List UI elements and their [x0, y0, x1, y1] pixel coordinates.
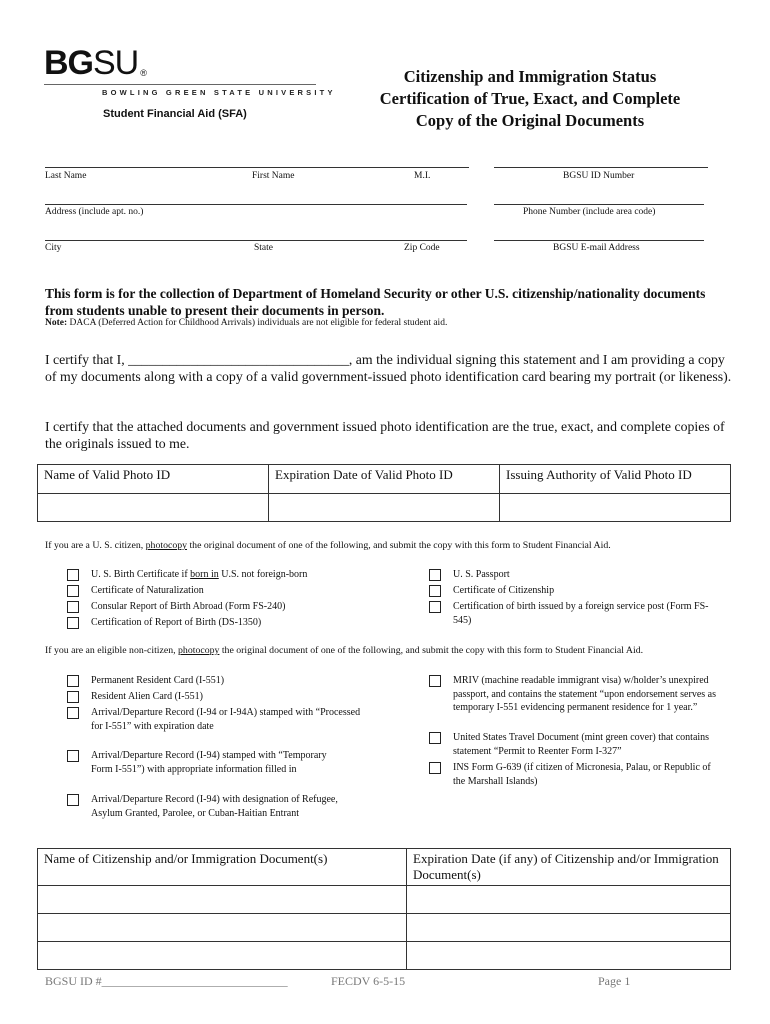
- document-name-cell[interactable]: [38, 886, 407, 914]
- checkbox-resident-alien-card[interactable]: [67, 691, 79, 703]
- citizen-option-consular-report: Consular Report of Birth Abroad (Form FS-240): [91, 601, 286, 612]
- citizen-option-foreign-service-birth: Certification of birth issued by a foreign service post (Form FS-545): [453, 601, 709, 626]
- checkbox-permanent-resident-card[interactable]: [67, 675, 79, 687]
- phone-label: Phone Number (include area code): [523, 207, 656, 217]
- bgsu-id-label: BGSU ID Number: [563, 171, 635, 181]
- noncitizen-option-mriv: MRIV (machine readable immigrant visa) w/holder’s unexpired passport, and contains the statement “upon endorsement serves as temporary I-551 evidencing permanent residence for 1 year.”: [453, 675, 716, 713]
- phone-field-line[interactable]: [494, 204, 704, 205]
- table-row: [38, 494, 731, 522]
- registered-mark: ®: [140, 68, 147, 78]
- checkbox-consular-report[interactable]: [67, 601, 79, 613]
- noncitizen-option-permanent-resident-card: Permanent Resident Card (I-551): [91, 675, 225, 686]
- document-expiration-cell[interactable]: [407, 942, 731, 970]
- citizen-option-passport: U. S. Passport: [453, 569, 510, 580]
- mi-label: M.I.: [414, 171, 431, 181]
- bgsu-id-field-line[interactable]: [494, 167, 708, 168]
- document-name-cell[interactable]: [38, 942, 407, 970]
- photo-id-expiration-header: Expiration Date of Valid Photo ID: [269, 465, 500, 494]
- noncitizen-option-resident-alien-card: Resident Alien Card (I-551): [91, 691, 203, 702]
- document-name-cell[interactable]: [38, 914, 407, 942]
- citizen-text-before: If you are a U. S. citizen,: [45, 540, 146, 551]
- name-field-line[interactable]: [45, 167, 469, 168]
- checkbox-naturalization[interactable]: [67, 585, 79, 597]
- footer-bgsu-id: BGSU ID #_______________________________: [45, 974, 288, 988]
- noncitizen-option-i94-processed: Arrival/Departure Record (I-94 or I-94A) stamped with “Processed for I-551” with expiration date: [91, 707, 361, 732]
- noncitizen-photocopy-underlined: photocopy: [178, 645, 220, 656]
- citizen-option-birth-certificate: [91, 568, 307, 582]
- state-label: State: [254, 243, 273, 253]
- checkbox-i94-refugee[interactable]: [67, 794, 79, 806]
- noncitizen-option-i94-refugee: Arrival/Departure Record (I-94) with designation of Refugee, Asylum Granted, Parolee, or Cuban-Haitian Entrant: [91, 794, 338, 819]
- address-label: Address (include apt. no.): [45, 207, 144, 217]
- document-expiration-header: Expiration Date (if any) of Citizenship and/or Immigration Document(s): [407, 849, 731, 886]
- checkbox-birth-certificate[interactable]: [67, 569, 79, 581]
- checkbox-i94-temporary[interactable]: [67, 750, 79, 762]
- photo-id-table: [37, 464, 731, 522]
- checkbox-passport[interactable]: [429, 569, 441, 581]
- noncitizen-option-ins-g639: INS Form G-639 (if citizen of Micronesia, Palau, or Republic of the Marshall Islands): [453, 762, 711, 787]
- checkbox-i94-processed[interactable]: [67, 707, 79, 719]
- document-name-header: Name of Citizenship and/or Immigration Document(s): [38, 849, 407, 886]
- noncitizen-instructions: [45, 645, 735, 657]
- bgsu-logo: [44, 46, 147, 80]
- logo-divider: [44, 84, 316, 85]
- first-name-label: First Name: [252, 171, 295, 181]
- certification-statement-2: I certify that the attached documents and government issued photo identification are the true, exact, and complete copies of the originals issued to me.: [45, 419, 725, 451]
- document-expiration-cell[interactable]: [407, 914, 731, 942]
- footer-page-number: Page 1: [598, 974, 631, 988]
- title-line: Citizenship and Immigration Status: [403, 67, 657, 86]
- citizen-option-certificate-of-citizenship: Certificate of Citizenship: [453, 585, 555, 596]
- table-row: [38, 886, 731, 914]
- department-name: Student Financial Aid (SFA): [103, 108, 247, 120]
- citizen-photocopy-underlined: photocopy: [145, 540, 188, 551]
- table-row: [38, 914, 731, 942]
- photo-id-authority-header: Issuing Authority of Valid Photo ID: [500, 465, 731, 494]
- citizen-instructions: [45, 540, 735, 552]
- university-name: BOWLING GREEN STATE UNIVERSITY: [102, 88, 336, 97]
- note-label: Note:: [45, 318, 68, 328]
- footer-form-code: FECDV 6-5-15: [331, 974, 406, 988]
- checkbox-mriv[interactable]: [429, 675, 441, 687]
- zip-label: Zip Code: [404, 243, 440, 253]
- form-title: [350, 66, 710, 132]
- table-header-row: [38, 849, 731, 886]
- email-field-line[interactable]: [494, 240, 704, 241]
- certification-statement-1: I certify that I, ________________________________, am the individual signing this statement and I am providing a copy of my documents along with a copy of a valid government-issued photo identification card bearing my portrait (or likeness).: [45, 352, 732, 384]
- checkbox-ins-g639[interactable]: [429, 762, 441, 774]
- option-underlined: born in: [190, 569, 219, 580]
- purpose-statement: This form is for the collection of Department of Homeland Security or other U.S. citizenship/nationality documents from students unable to present their documents in person.: [45, 286, 706, 318]
- photo-id-expiration-cell[interactable]: [269, 494, 500, 522]
- citizen-option-report-of-birth: Certification of Report of Birth (DS-1350): [91, 617, 262, 628]
- citizen-text-after: the original document of one of the following, and submit the copy with this form to Student Financial Aid.: [187, 540, 611, 551]
- noncitizen-option-travel-document: United States Travel Document (mint green cover) that contains statement “Permit to Reenter Form I-327”: [453, 732, 710, 757]
- logo-thin-text: SU: [93, 44, 139, 82]
- citizen-option-naturalization: Certificate of Naturalization: [91, 585, 204, 596]
- address-field-line[interactable]: [45, 204, 467, 205]
- photo-id-name-cell[interactable]: [38, 494, 269, 522]
- daca-note: [45, 318, 447, 328]
- checkbox-foreign-service-birth[interactable]: [429, 601, 441, 613]
- photo-id-name-header: Name of Valid Photo ID: [38, 465, 269, 494]
- title-line: Certification of True, Exact, and Complete: [379, 89, 681, 108]
- document-expiration-cell[interactable]: [407, 886, 731, 914]
- option-text: U.S. not foreign-born: [218, 569, 308, 580]
- photo-id-authority-cell[interactable]: [500, 494, 731, 522]
- note-text: DACA (Deferred Action for Childhood Arrivals) individuals are not eligible for federal student aid.: [67, 318, 448, 328]
- noncitizen-text-before: If you are an eligible non-citizen,: [45, 645, 179, 656]
- checkbox-report-of-birth[interactable]: [67, 617, 79, 629]
- table-header-row: [38, 465, 731, 494]
- documents-table: [37, 848, 731, 970]
- last-name-label: Last Name: [45, 171, 87, 181]
- checkbox-certificate-of-citizenship[interactable]: [429, 585, 441, 597]
- title-line: Copy of the Original Documents: [415, 111, 645, 130]
- city-label: City: [45, 243, 62, 253]
- email-label: BGSU E-mail Address: [553, 243, 640, 253]
- city-state-zip-field-line[interactable]: [45, 240, 467, 241]
- noncitizen-text-after: the original document of one of the following, and submit the copy with this form to Student Financial Aid.: [219, 645, 644, 656]
- option-text: U. S. Birth Certificate if: [91, 569, 191, 580]
- checkbox-travel-document[interactable]: [429, 732, 441, 744]
- logo-bold-text: BG: [44, 44, 93, 82]
- table-row: [38, 942, 731, 970]
- noncitizen-option-i94-temporary: Arrival/Departure Record (I-94) stamped with “Temporary Form I-551”) with appropriate information filled in: [91, 750, 327, 775]
